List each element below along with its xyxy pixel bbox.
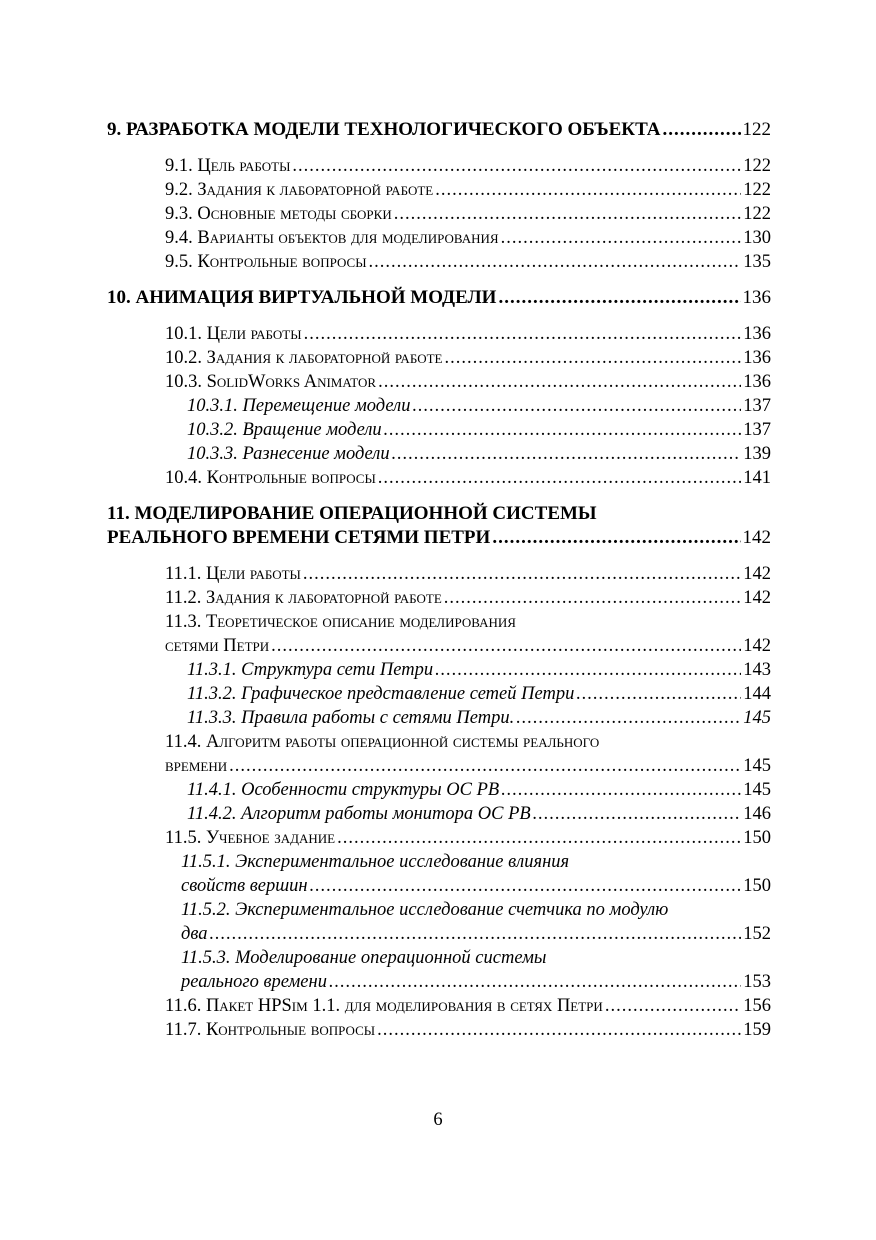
toc-section-9-1 [107, 154, 771, 178]
toc-entry-page: 145 [743, 708, 771, 728]
toc-entry-title: 9. РАЗРАБОТКА МОДЕЛИ ТЕХНОЛОГИЧЕСКОГО ОБЪЕКТА [107, 119, 661, 140]
toc-subsection-11-5-1-line1 [107, 850, 771, 874]
dot-leader [412, 394, 741, 418]
toc-subsection-11-3-3 [107, 706, 771, 730]
dot-leader [444, 346, 741, 370]
table-of-contents [107, 118, 771, 1042]
toc-subsection-11-5-3 [107, 970, 771, 994]
toc-entry-page: 139 [743, 444, 771, 464]
toc-entry-title: 11.5.1. Экспериментальное исследование влияния [181, 852, 570, 872]
dot-leader [303, 562, 741, 586]
dot-leader [576, 682, 741, 706]
toc-entry-title: реального времени [181, 972, 327, 992]
dot-leader [435, 178, 741, 202]
toc-entry-page: 137 [743, 396, 771, 416]
toc-entry-page: 141 [743, 468, 771, 488]
toc-entry-title: 10.3.3. Разнесение модели [187, 444, 390, 464]
dot-leader [492, 526, 740, 550]
toc-section-11-5 [107, 826, 771, 850]
toc-section-10-2 [107, 346, 771, 370]
toc-section-11-6 [107, 994, 771, 1018]
toc-section-10-3 [107, 370, 771, 394]
toc-section-11-4 [107, 754, 771, 778]
toc-subsection-11-5-2-line1 [107, 898, 771, 922]
dot-leader [516, 706, 741, 730]
toc-subsection-11-4-1 [107, 778, 771, 802]
toc-entry-title: 11.1. Цели работы [165, 564, 301, 584]
dot-leader [663, 118, 741, 142]
toc-entry-title: 10.1. Цели работы [165, 324, 302, 344]
toc-entry-title: 11.2. Задания к лабораторной работе [165, 588, 442, 608]
dot-leader [310, 874, 742, 898]
toc-entry-title: 9.5. Контрольные вопросы [165, 252, 367, 272]
toc-section-11-4-line1 [107, 730, 771, 754]
toc-section-9-2 [107, 178, 771, 202]
toc-entry-page: 142 [743, 636, 771, 656]
toc-entry-title: 11.4. Алгоритм работы операционной системы реального [165, 732, 600, 752]
dot-leader [501, 778, 741, 802]
toc-entry-title: 9.2. Задания к лабораторной работе [165, 180, 434, 200]
dot-leader [501, 226, 742, 250]
toc-entry-title: 11.4.2. Алгоритм работы монитора ОС РВ [187, 804, 531, 824]
dot-leader [384, 418, 742, 442]
toc-chapter-11 [107, 526, 771, 550]
toc-chapter-9 [107, 118, 771, 142]
toc-entry-page: 122 [743, 156, 771, 176]
toc-entry-title: свойств вершин [181, 876, 308, 896]
dot-leader [378, 466, 741, 490]
toc-entry-title: 10.3.1. Перемещение модели [187, 396, 411, 416]
toc-entry-title: 11.3. Теоретическое описание моделирования [165, 612, 516, 632]
toc-entry-page: 130 [743, 228, 771, 248]
toc-entry-title: РЕАЛЬНОГО ВРЕМЕНИ СЕТЯМИ ПЕТРИ [107, 527, 491, 548]
dot-leader [210, 922, 742, 946]
dot-leader [369, 250, 742, 274]
dot-leader [377, 1018, 741, 1042]
dot-leader [329, 970, 741, 994]
toc-subsection-10-3-2 [107, 418, 771, 442]
toc-section-10-1 [107, 322, 771, 346]
toc-section-11-2 [107, 586, 771, 610]
toc-chapter-11-line1 [107, 502, 771, 526]
dot-leader [533, 802, 742, 826]
toc-section-10-4 [107, 466, 771, 490]
toc-entry-title: 9.3. Основные методы сборки [165, 204, 392, 224]
dot-leader [498, 286, 740, 310]
dot-leader [394, 202, 742, 226]
toc-section-11-3-line1 [107, 610, 771, 634]
toc-entry-page: 146 [743, 804, 771, 824]
toc-entry-title: 11.3.2. Графическое представление сетей Петри [187, 684, 575, 704]
toc-entry-title: 10.4. Контрольные вопросы [165, 468, 376, 488]
toc-entry-title: 11.6. Пакет HPSim 1.1. для моделирования в сетях Петри [165, 996, 603, 1016]
toc-entry-title: 10.3.2. Вращение модели [187, 420, 382, 440]
toc-entry-title: 11.5. Учебное задание [165, 828, 336, 848]
toc-entry-title: 9.1. Цель работы [165, 156, 291, 176]
dot-leader [271, 634, 741, 658]
toc-chapter-10 [107, 286, 771, 310]
toc-entry-title: 11.5.2. Экспериментальное исследование счетчика по модулю [181, 900, 669, 920]
toc-entry-page: 136 [743, 324, 771, 344]
toc-entry-page: 145 [743, 756, 771, 776]
toc-entry-page: 142 [742, 527, 771, 548]
toc-subsection-11-3-1 [107, 658, 771, 682]
toc-entry-title: времени [165, 756, 228, 776]
toc-entry-page: 142 [743, 588, 771, 608]
toc-entry-page: 153 [743, 972, 771, 992]
toc-entry-title: 11.7. Контрольные вопросы [165, 1020, 376, 1040]
toc-entry-page: 144 [743, 684, 771, 704]
toc-entry-title: 11.3.3. Правила работы с сетями Петри. [187, 708, 515, 728]
dot-leader [304, 322, 742, 346]
toc-section-9-3 [107, 202, 771, 226]
dot-leader [444, 586, 741, 610]
toc-entry-page: 135 [743, 252, 771, 272]
dot-leader [378, 370, 741, 394]
toc-entry-page: 136 [742, 287, 771, 308]
toc-subsection-10-3-3 [107, 442, 771, 466]
toc-entry-page: 145 [743, 780, 771, 800]
toc-entry-page: 150 [743, 876, 771, 896]
toc-entry-title: два [181, 924, 208, 944]
toc-entry-title: 9.4. Варианты объектов для моделирования [165, 228, 499, 248]
toc-section-11-1 [107, 562, 771, 586]
toc-subsection-11-4-2 [107, 802, 771, 826]
toc-entry-page: 150 [743, 828, 771, 848]
toc-entry-page: 142 [743, 564, 771, 584]
toc-entry-title: 11.5.3. Моделирование операционной системы [181, 948, 547, 968]
toc-entry-title: 10.2. Задания к лабораторной работе [165, 348, 443, 368]
toc-section-9-5 [107, 250, 771, 274]
page-number: 6 [433, 1110, 443, 1130]
toc-subsection-11-5-3-line1 [107, 946, 771, 970]
dot-leader [229, 754, 741, 778]
toc-section-11-3 [107, 634, 771, 658]
toc-entry-title: 10.3. SolidWorks Animator [165, 372, 377, 392]
toc-entry-page: 136 [743, 348, 771, 368]
toc-entry-title: 11.4.1. Особенности структуры ОС РВ [187, 780, 500, 800]
toc-entry-page: 122 [743, 180, 771, 200]
toc-entry-title: 10. АНИМАЦИЯ ВИРТУАЛЬНОЙ МОДЕЛИ [107, 287, 497, 308]
toc-section-9-4 [107, 226, 771, 250]
toc-entry-page: 122 [743, 204, 771, 224]
dot-leader [337, 826, 741, 850]
toc-subsection-11-5-2 [107, 922, 771, 946]
toc-subsection-11-3-2 [107, 682, 771, 706]
dot-leader [605, 994, 741, 1018]
toc-entry-title: 11. МОДЕЛИРОВАНИЕ ОПЕРАЦИОННОЙ СИСТЕМЫ [107, 503, 597, 524]
toc-entry-title: 11.3.1. Структура сети Петри [187, 660, 434, 680]
toc-subsection-11-5-1 [107, 874, 771, 898]
toc-entry-page: 156 [743, 996, 771, 1016]
dot-leader [435, 658, 741, 682]
dot-leader [292, 154, 741, 178]
toc-entry-page: 159 [743, 1020, 771, 1040]
toc-section-11-7 [107, 1018, 771, 1042]
toc-entry-page: 137 [743, 420, 771, 440]
toc-entry-page: 143 [743, 660, 771, 680]
toc-entry-title: сетями Петри [165, 636, 270, 656]
toc-entry-page: 152 [743, 924, 771, 944]
dot-leader [392, 442, 742, 466]
toc-subsection-10-3-1 [107, 394, 771, 418]
toc-entry-page: 136 [743, 372, 771, 392]
toc-entry-page: 122 [742, 119, 771, 140]
